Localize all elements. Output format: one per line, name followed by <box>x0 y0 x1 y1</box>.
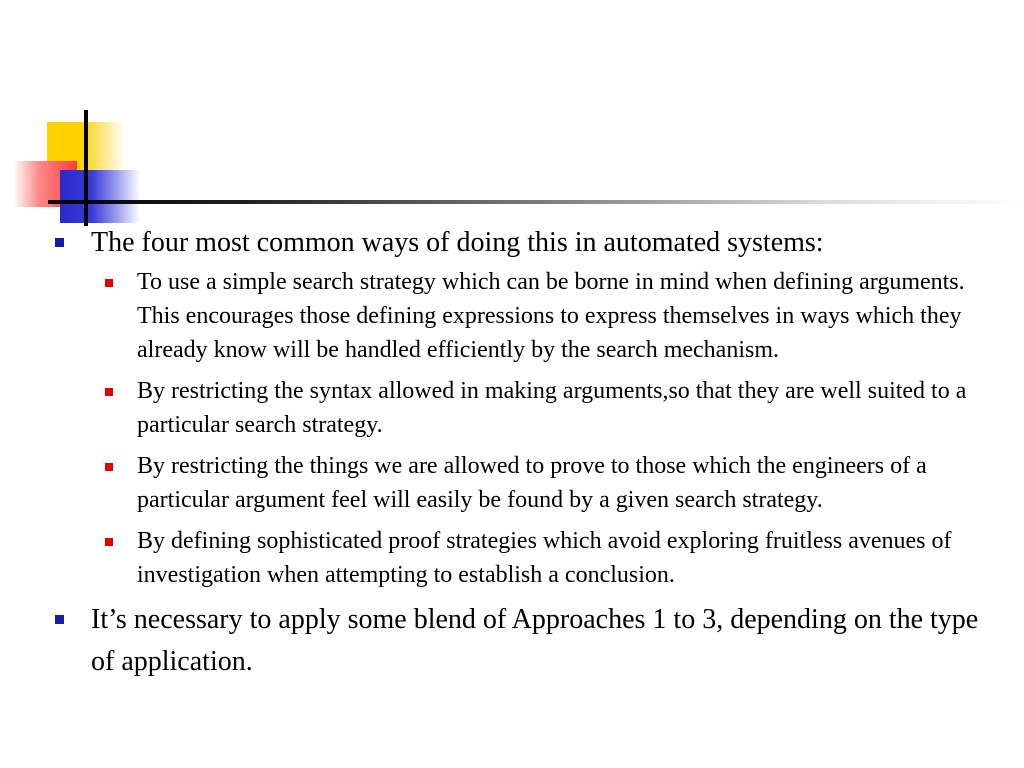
square-bullet-icon <box>55 615 64 624</box>
square-bullet-icon <box>105 538 113 546</box>
sub-bullet-text: By restricting the things we are allowed to prove to those which the engineers of a particular argument feel will easily be found by a given search strategy. <box>137 453 927 513</box>
bullet-text: The four most common ways of doing this in automated systems: <box>91 227 824 258</box>
square-bullet-icon <box>105 463 113 471</box>
square-bullet-icon <box>105 388 113 396</box>
bullet-text: It’s necessary to apply some blend of Approaches 1 to 3, depending on the type of application. <box>91 604 979 677</box>
decoration-blue-block <box>60 170 140 223</box>
sub-bullet-item-1 <box>0 265 1024 367</box>
sub-bullet-item-4 <box>0 524 1024 592</box>
sub-bullet-text: To use a simple search strategy which can be borne in mind when defining arguments. This encourages those defining expressions to express themselves in ways which they already know will be handled efficiently by the search mechanism. <box>137 269 965 363</box>
sub-bullet-item-2 <box>0 374 1024 442</box>
sub-bullet-item-3 <box>0 449 1024 517</box>
sub-bullet-list <box>0 265 1024 592</box>
decoration-vertical-line <box>84 110 88 226</box>
bullet-item-1 <box>0 222 1024 264</box>
square-bullet-icon <box>105 279 113 287</box>
bullet-item-2 <box>0 599 1024 683</box>
sub-bullet-text: By defining sophisticated proof strategies which avoid exploring fruitless avenues of investigation when attempting to establish a conclusion. <box>137 528 952 588</box>
square-bullet-icon <box>55 238 64 247</box>
slide-body <box>0 222 1024 683</box>
title-underline-rule <box>48 200 1024 204</box>
sub-bullet-text: By restricting the syntax allowed in making arguments,so that they are well suited to a particular search strategy. <box>137 378 967 438</box>
